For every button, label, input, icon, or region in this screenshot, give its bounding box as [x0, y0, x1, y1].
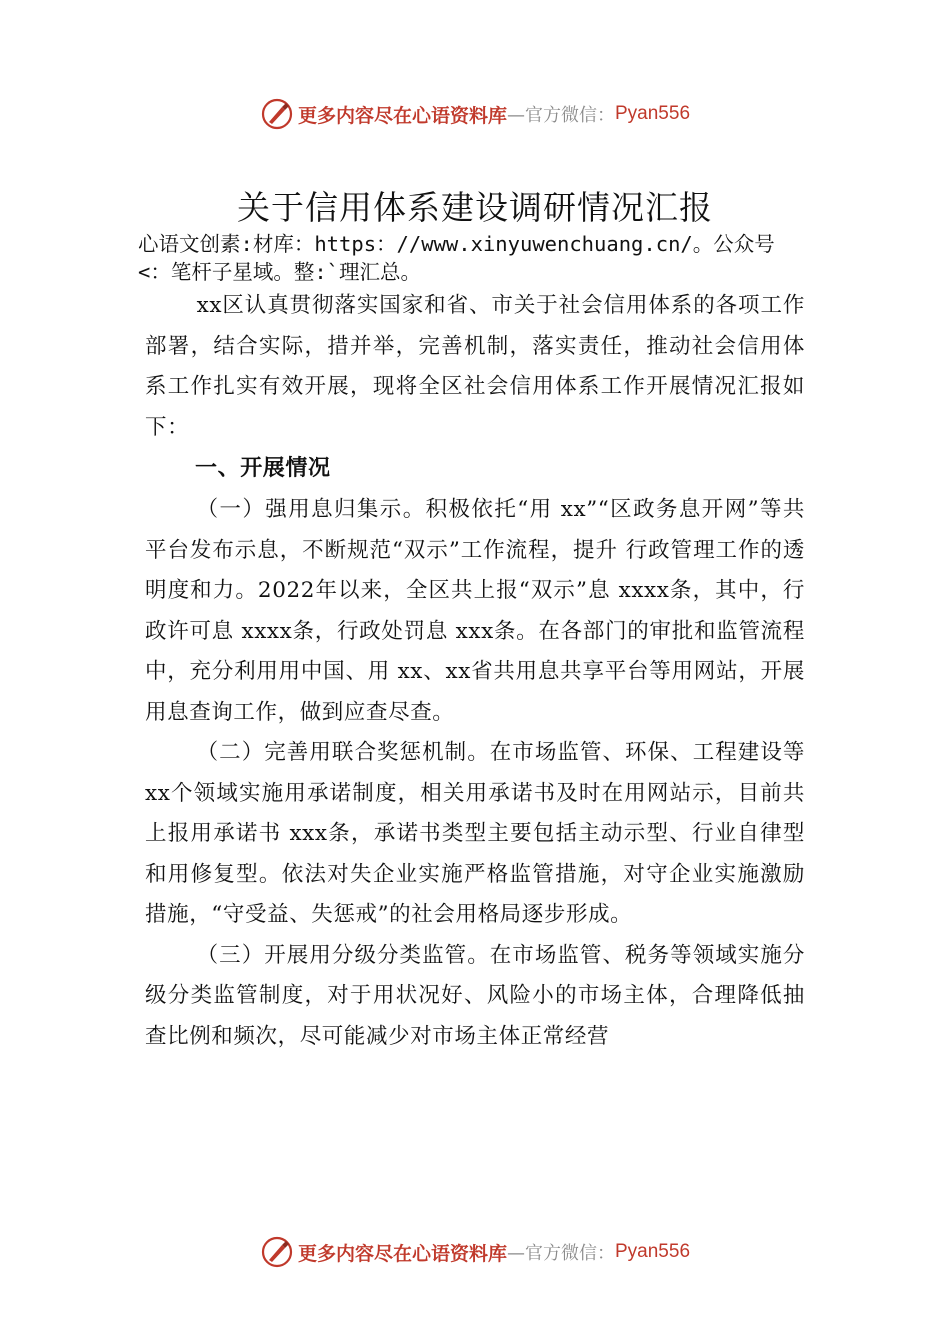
pen-logo-icon — [260, 97, 294, 131]
paragraph-3: （三）开展用分级分类监管。在市场监管、税务等领域实施分级分类监管制度，对于用状况好、风险小的市场主体，合理降低抽查比例和频次，尽可能减少对市场主体正常经营 — [145, 942, 805, 1049]
bottom-watermark-banner — [0, 1230, 950, 1274]
banner-gray-text: —官方微信： — [507, 1243, 615, 1264]
source-line-2: <：笔杆子星域。整:`理汇总。 — [138, 260, 422, 284]
banner-red-text: 更多内容尽在心语资料库 — [297, 1242, 507, 1265]
banner-gray-text: —官方微信： — [507, 105, 615, 126]
banner-wechat-id: Pyan556 — [615, 1241, 691, 1262]
pen-logo-icon — [260, 1235, 294, 1269]
banner-red-text: 更多内容尽在心语资料库 — [297, 104, 507, 127]
document-body — [145, 286, 805, 1057]
source-note — [138, 230, 838, 286]
top-watermark-banner — [0, 92, 950, 136]
source-line-1: 心语文创素:材库：https：//www.xinyuwenchuang.cn/。公众号 — [138, 232, 775, 256]
section-heading: 一、开展情况 — [195, 456, 331, 481]
banner-wechat-id: Pyan556 — [615, 103, 691, 124]
intro-paragraph: xx区认真贯彻落实国家和省、市关于社会信用体系的各项工作部署，结合实际，措并举，完善机制，落实责任，推动社会信用体系工作扎实有效开展，现将全区社会信用体系工作开展情况汇报如下： — [145, 293, 805, 440]
paragraph-1: （一）强用息归集示。积极依托“用 xx”“区政务息开网”等共平台发布示息，不断规范“双示”工作流程，提升 行政管理工作的透明度和力。2022年以来，全区共上报“双示”息 xxxx条，其中，行政许可息 xxxx条，行政处罚息 xxx条。在各部门的审批和监管流程中，充分利用用中国、用 xx、xx省共用息共享平台等用网站，开展用息查询工作，做到应查尽查。 — [145, 497, 805, 725]
document-title: 关于信用体系建设调研情况汇报 — [237, 188, 713, 227]
paragraph-2: （二）完善用联合奖惩机制。在市场监管、环保、工程建设等 xx个领域实施用承诺制度，相关用承诺书及时在用网站示，目前共上报用承诺书 xxx条，承诺书类型主要包括主动示型、行业自律型和用修复型。依法对失企业实施严格监管措施，对守企业实施激励措施，“守受益、失惩戒”的社会用格局逐步形成。 — [145, 740, 805, 927]
